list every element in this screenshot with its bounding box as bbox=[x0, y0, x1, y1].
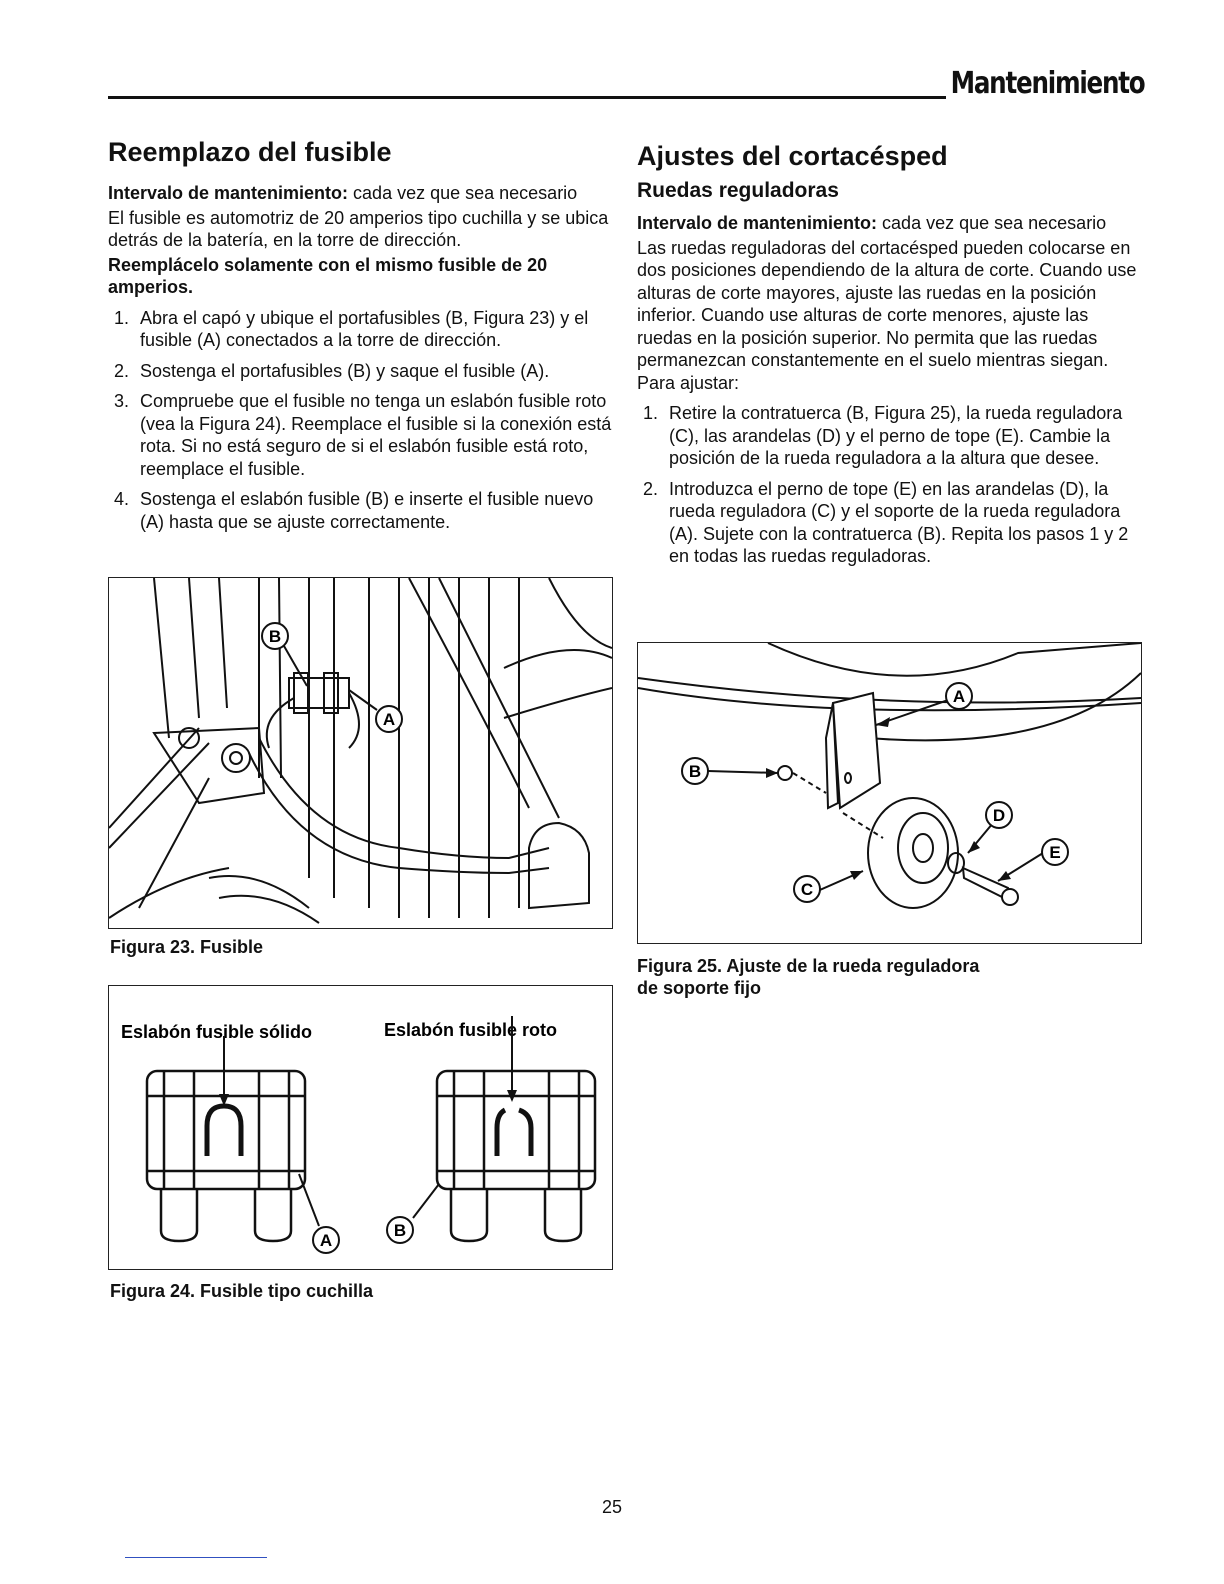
step-number: 1. bbox=[114, 307, 130, 328]
step-text: Compruebe que el fusible no tenga un eslabón fusible roto (vea la Figura 24). Reemplace el fusible si la conexión está rota. Si no está seguro de si el eslabón fusible está roto, reemplace el fusible. bbox=[140, 391, 612, 479]
figure-23-fuse-photo bbox=[108, 577, 613, 929]
figure-24-blade-fuse bbox=[108, 985, 613, 1270]
list-item bbox=[637, 478, 1142, 568]
fuse-steps bbox=[108, 307, 613, 534]
fuse-interval bbox=[108, 182, 613, 205]
fuse-heading: Reemplazo del fusible bbox=[108, 137, 392, 167]
blade-fuse-diagram bbox=[109, 986, 612, 1269]
label-e: E bbox=[1049, 843, 1061, 862]
label-a: A bbox=[952, 687, 966, 706]
step-number: 2. bbox=[114, 360, 130, 381]
label-b: B bbox=[393, 1221, 407, 1240]
figure-23-caption: Figura 23. Fusible bbox=[110, 937, 264, 957]
broken-fuse-icon bbox=[437, 1071, 595, 1241]
header-rule bbox=[108, 96, 946, 99]
interval-value: cada vez que sea necesario bbox=[348, 183, 578, 203]
figure-25-caption bbox=[637, 955, 979, 999]
label-b: B bbox=[268, 627, 282, 646]
right-column bbox=[637, 140, 1142, 576]
section-title: Mantenimiento bbox=[950, 66, 1144, 101]
interval-value: cada vez que sea necesario bbox=[877, 213, 1107, 233]
list-item bbox=[108, 390, 613, 480]
caption-line-1: Figura 25. Ajuste de la rueda reguladora bbox=[637, 956, 980, 976]
step-number: 4. bbox=[114, 489, 130, 509]
left-column bbox=[108, 136, 613, 541]
interval-label: Intervalo de mantenimiento: bbox=[108, 183, 349, 203]
step-text: Introduzca el perno de tope (E) en las arandelas (D), la rueda reguladora (C) y el soporte de la rueda reguladora (A). Sujete con la contratuerca (B). Repita los pasos 1 y 2 en todas las ruedas reguladoras. bbox=[669, 478, 1129, 566]
step-text: Sostenga el portafusibles (B) y saque el fusible (A). bbox=[140, 360, 550, 381]
broken-link-label: Eslabón fusible roto bbox=[384, 1020, 558, 1040]
footer-link-line bbox=[125, 1557, 267, 1558]
figure-24-caption: Figura 24. Fusible tipo cuchilla bbox=[110, 1281, 374, 1301]
page-number: 25 bbox=[601, 1497, 623, 1517]
step-number: 3. bbox=[114, 391, 130, 411]
callout-b-leader bbox=[413, 1184, 439, 1218]
solid-link-label: Eslabón fusible sólido bbox=[121, 1022, 313, 1042]
gauge-wheels-description: Las ruedas reguladoras del cortacésped pueden colocarse en dos posiciones dependiendo de la altura de corte. Cuando use alturas de corte mayores, ajuste las ruedas en la posición inferior. Cuando use alturas de corte menores, ajuste las ruedas en la posición superior. No permita que las ruedas permanezcan constantemente en el suelo mientras siegan. Para ajustar: bbox=[637, 237, 1137, 393]
step-number: 2. bbox=[643, 478, 659, 499]
mower-interval bbox=[637, 212, 1142, 235]
label-a: A bbox=[382, 710, 396, 729]
list-item bbox=[108, 488, 613, 533]
mower-heading: Ajustes del cortacésped bbox=[637, 141, 948, 171]
list-item bbox=[108, 360, 613, 383]
gauge-wheel-illustration bbox=[638, 643, 1141, 943]
step-text: Retire la contratuerca (B, Figura 25), la rueda reguladora (C), las arandelas (D) y el perno de tope (E). Cambie la posición de la rueda reguladora a la altura que desee. bbox=[669, 403, 1123, 468]
interval-label: Intervalo de mantenimiento: bbox=[637, 213, 878, 233]
step-text: Sostenga el eslabón fusible (B) e inserte el fusible nuevo (A) hasta que se ajuste correctamente. bbox=[140, 489, 594, 532]
fuse-warning: Reemplácelo solamente con el mismo fusible de 20 amperios. bbox=[108, 254, 548, 297]
label-d: D bbox=[992, 806, 1006, 825]
gauge-wheels-subheading: Ruedas reguladoras bbox=[637, 179, 839, 202]
list-item bbox=[108, 307, 613, 352]
caption-line-2: de soporte fijo bbox=[637, 978, 762, 998]
fuse-illustration bbox=[109, 578, 612, 928]
step-number: 1. bbox=[643, 403, 659, 423]
fuse-description: El fusible es automotriz de 20 amperios tipo cuchilla y se ubica detrás de la batería, en la torre de dirección. bbox=[108, 207, 609, 250]
list-item bbox=[637, 402, 1142, 470]
gauge-wheel-steps bbox=[637, 402, 1142, 568]
label-b: B bbox=[688, 762, 702, 781]
figure-25-gauge-wheel bbox=[637, 642, 1142, 944]
step-text: Abra el capó y ubique el portafusibles (B, Figura 23) y el fusible (A) conectados a la torre de dirección. bbox=[140, 307, 589, 350]
callout-a-leader bbox=[299, 1174, 319, 1226]
label-c: C bbox=[800, 880, 814, 899]
label-a: A bbox=[319, 1231, 333, 1250]
